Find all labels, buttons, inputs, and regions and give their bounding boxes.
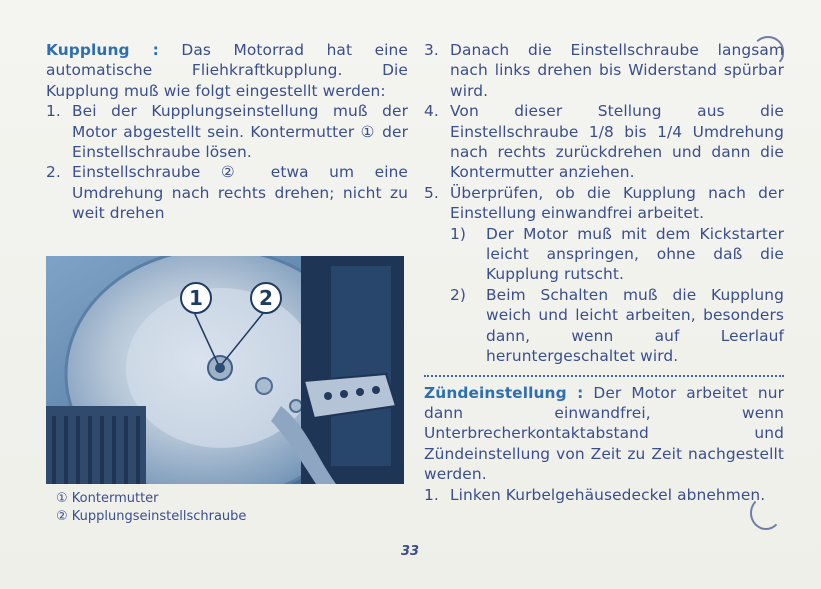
ignition-heading: Zündeinstellung : [424,383,584,402]
list-text: Von dieser Stellung aus die Einstellschraube 1/8 bis 1/4 Umdrehung nach rechts zurückdrehen und dann die Kontermutter anziehen. [450,102,784,182]
paper-clip-mark [752,36,784,66]
caption-locknut: ① Kontermutter [56,491,159,506]
right-column [424,40,784,505]
list-number: 2. [46,163,61,182]
clutch-intro-text: Das Motorrad hat eine automatische Fliehkraftkupplung. Die Kupplung muß wie folgt eingestellt werden: [46,41,408,100]
list-number: 4. [424,102,439,121]
sub-number: 1) [450,224,466,243]
marker-1 [181,283,211,313]
list-item [424,101,784,183]
list-number: 5. [424,183,439,202]
list-item [46,101,408,162]
list-item [424,485,784,505]
paper-clip-mark [750,496,782,530]
left-column [46,40,408,224]
list-text: Linken Kurbelgehäusedeckel abnehmen. [450,485,766,504]
sub-item [450,285,784,367]
list-text: Überprüfen, ob die Kupplung nach der Einstellung einwandfrei arbeitet. [450,183,784,223]
sub-text: Der Motor muß mit dem Kickstarter leicht anspringen, ohne daß die Kupplung rutscht. [486,224,784,284]
list-number: 1. [424,485,439,504]
ignition-intro-text: Der Motor arbeitet nur dann einwandfrei, wenn Unterbrecherkontaktabstand und Zündeinstellung von Zeit zu Zeit nachgestellt werden. [424,383,784,484]
clutch-heading: Kupplung : [46,41,159,59]
ignition-intro [424,383,784,485]
list-text: Einstellschraube ② etwa um eine Umdrehung nach rechts drehen; nicht zu weit drehen [72,163,408,223]
list-number: 1. [46,102,61,121]
list-item [46,162,408,223]
page-number: 33 [401,544,420,559]
list-number: 3. [424,41,439,59]
sub-text: Beim Schalten muß die Kupplung weich und leicht arbeiten, besonders dann, wenn auf Leerlauf heruntergeschaltet wird. [486,285,784,366]
list-text: Bei der Kupplungseinstellung muß der Motor abgestellt sein. Kontermutter ① der Einstellschraube lösen. [72,102,408,162]
list-item [424,40,784,101]
dotted-divider [424,375,784,377]
clutch-photo [46,256,404,484]
clutch-intro [46,40,408,101]
sub-number: 2) [450,285,466,304]
list-item [424,183,784,224]
marker-2-label: 2 [259,286,273,310]
marker-1-label: 1 [189,286,203,310]
sub-item [450,224,784,285]
marker-2 [251,283,281,313]
list-text: Danach die Einstellschraube langsam nach links drehen bis Widerstand spürbar wird. [450,41,784,100]
caption-adjusting-screw: ② Kupplungseinstellschraube [56,509,247,524]
photo-captions [56,490,246,526]
